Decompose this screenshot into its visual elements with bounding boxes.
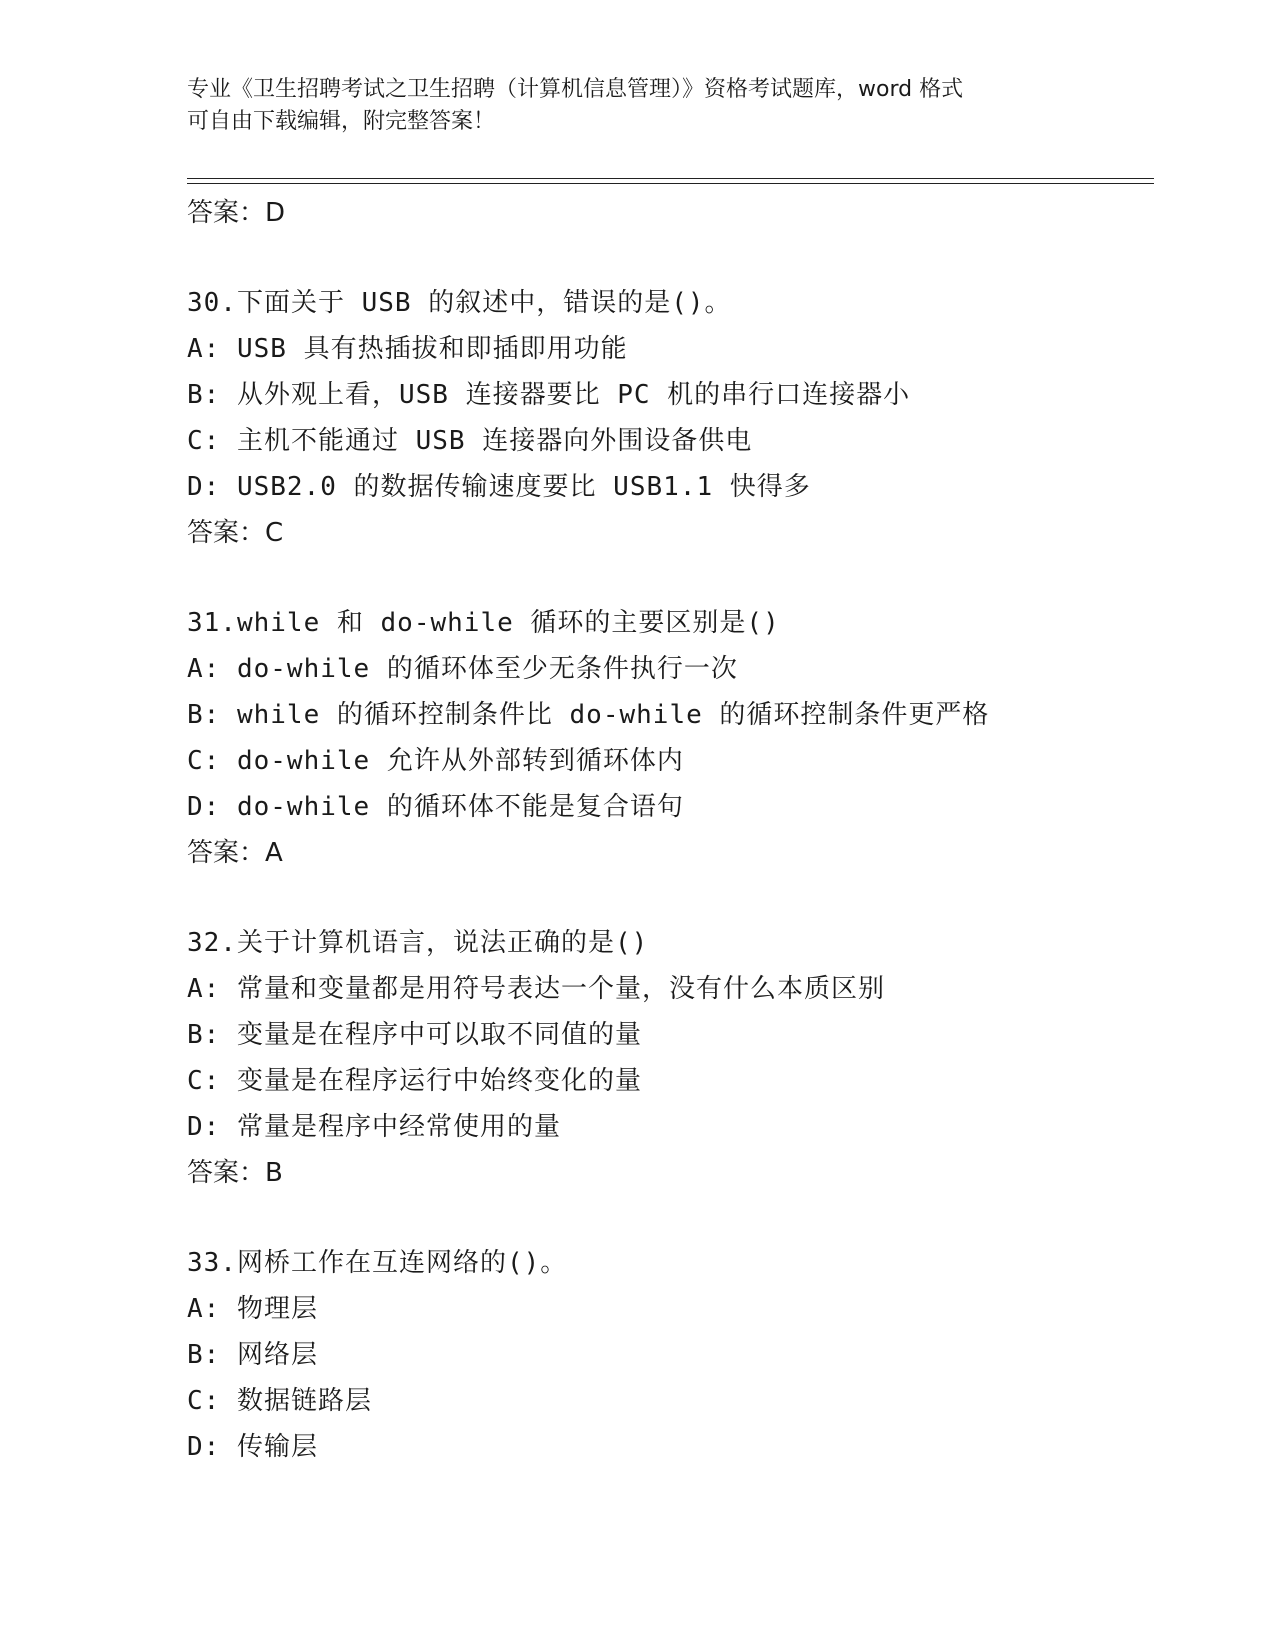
question-32-answer: 答案：B (187, 1158, 283, 1188)
question-31-option-a: A: do-while 的循环体至少无条件执行一次 (187, 654, 738, 684)
question-33-option-a: A: 物理层 (187, 1294, 318, 1324)
question-31-option-d: D: do-while 的循环体不能是复合语句 (187, 792, 684, 822)
question-33-option-b: B: 网络层 (187, 1340, 318, 1370)
question-31-option-c: C: do-while 允许从外部转到循环体内 (187, 746, 684, 776)
question-30-option-b: B: 从外观上看，USB 连接器要比 PC 机的串行口连接器小 (187, 380, 911, 410)
header-line-2: 可自由下载编辑，附完整答案！ (187, 109, 496, 134)
header-divider-top (187, 178, 1154, 179)
answer-previous: 答案：D (187, 198, 286, 228)
question-32-option-d: D: 常量是程序中经常使用的量 (187, 1112, 561, 1142)
document-header (187, 74, 1087, 138)
question-33-stem: 33.网桥工作在互连网络的()。 (187, 1248, 568, 1278)
header-line-1: 专业《卫生招聘考试之卫生招聘（计算机信息管理）》资格考试题库，word 格式 (187, 77, 964, 102)
question-32-option-c: C: 变量是在程序运行中始终变化的量 (187, 1066, 642, 1096)
question-31-option-b: B: while 的循环控制条件比 do-while 的循环控制条件更严格 (187, 700, 990, 730)
question-31-stem: 31.while 和 do-while 循环的主要区别是() (187, 608, 780, 638)
question-32-option-b: B: 变量是在程序中可以取不同值的量 (187, 1020, 642, 1050)
question-32-stem: 32.关于计算机语言，说法正确的是() (187, 928, 649, 958)
question-33-option-c: C: 数据链路层 (187, 1386, 372, 1416)
question-30-option-a: A: USB 具有热插拔和即插即用功能 (187, 334, 628, 364)
question-30-stem: 30.下面关于 USB 的叙述中，错误的是()。 (187, 288, 732, 318)
question-33-option-d: D: 传输层 (187, 1432, 318, 1462)
question-list (187, 190, 1187, 1470)
question-32-option-a: A: 常量和变量都是用符号表达一个量，没有什么本质区别 (187, 974, 885, 1004)
question-31-answer: 答案：A (187, 838, 283, 868)
question-30-option-d: D: USB2.0 的数据传输速度要比 USB1.1 快得多 (187, 472, 811, 502)
question-30-answer: 答案：C (187, 518, 284, 548)
question-30-option-c: C: 主机不能通过 USB 连接器向外围设备供电 (187, 426, 753, 456)
header-divider-bottom (187, 183, 1154, 184)
